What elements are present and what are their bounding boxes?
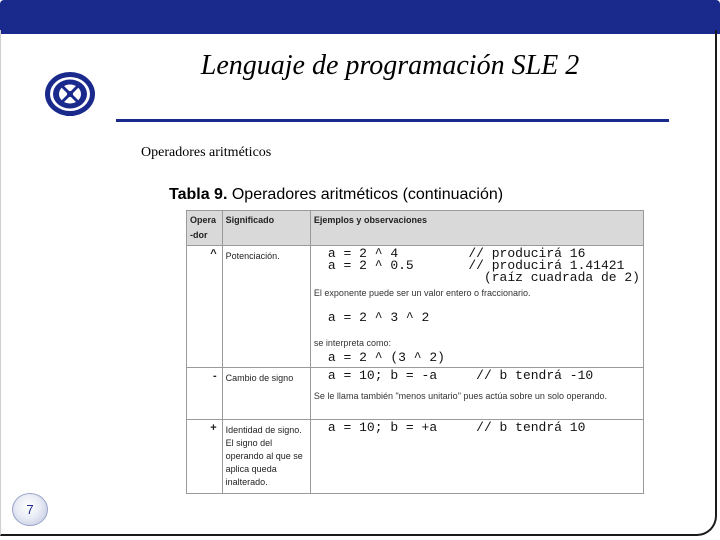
section-subtitle: Operadores aritméticos [141,145,272,160]
table-caption-text: Operadores aritméticos (continuación) [231,186,504,203]
header-bar [0,0,720,34]
table-row [187,420,644,494]
operator-examples [310,246,643,368]
header-operador [187,211,223,246]
header-operador-line2: -dor [190,230,208,240]
code-line: a = 2 ^ 4 // producirá 16 [327,246,586,261]
university-seal-icon [44,71,96,117]
code-line: a = 2 ^ 0.5 // producirá 1.41421 [327,258,625,273]
example-note: se interpreta como: [313,338,391,348]
operators-table [186,210,644,494]
code-line: a = 10; b = -a // b tendrá -10 [327,368,594,383]
example-note: El exponente puede ser un valor entero o fraccionario. [313,288,531,298]
header-operador-line1: Opera [190,215,217,225]
page-number: 7 [26,502,34,517]
code-line: (raíz cuadrada de 2) [327,270,640,285]
operator-meaning: Potenciación. [222,246,310,368]
title-underline [116,119,669,122]
operator-meaning: Identidad de signo. El signo del operando al que se aplica queda inalterado. [222,420,310,494]
slide-title: Lenguaje de programación SLE 2 [200,50,580,81]
table-caption [169,186,503,204]
operator-examples [310,368,643,420]
code-line: a = 2 ^ (3 ^ 2) [327,350,445,365]
table-caption-label: Tabla 9. [169,186,228,203]
code-line: a = 2 ^ 3 ^ 2 [327,310,430,325]
operator-symbol: + [187,420,223,494]
operator-meaning: Cambio de signo [222,368,310,420]
header-ejemplos: Ejemplos y observaciones [310,211,643,246]
table-header-row [187,211,644,246]
code-line: a = 10; b = +a // b tendrá 10 [327,420,586,435]
operator-examples [310,420,643,494]
operator-symbol: - [187,368,223,420]
header-significado: Significado [222,211,310,246]
operator-symbol: ^ [187,246,223,368]
page-number-badge [12,493,48,526]
table-row [187,368,644,420]
example-note: Se le llama también "menos unitario" pues actúa sobre un solo operando. [313,391,607,401]
table-row [187,246,644,368]
